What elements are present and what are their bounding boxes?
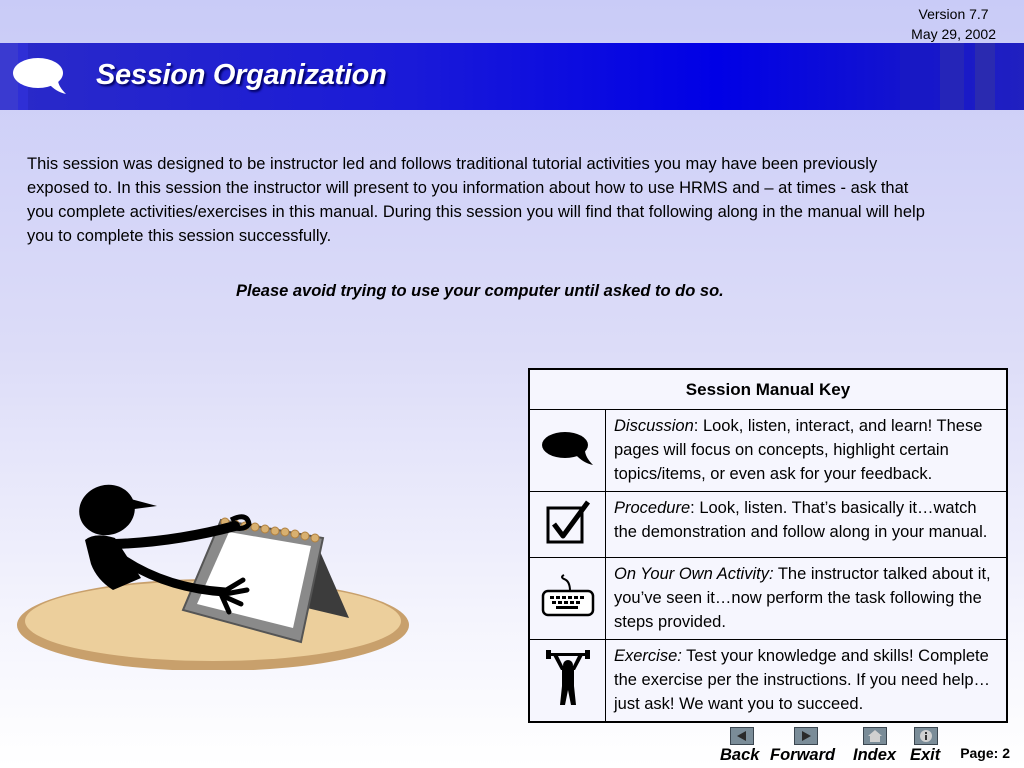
computer-warning: Please avoid trying to use your computer until asked to do so.: [236, 282, 724, 300]
index-link[interactable]: Index: [853, 746, 897, 764]
key-description: Look, listen. That’s basically it…watch the demonstration and follow along in your manual.: [614, 499, 988, 541]
page-number: Page: 2: [960, 745, 1010, 761]
speech-bubble-icon: [12, 56, 68, 96]
key-description: Look, listen, interact, and learn! These pages will focus on concepts, highlight certain topics/items, or even ask for your feedback.: [614, 417, 983, 483]
exit-link[interactable]: Exit: [910, 746, 941, 764]
info-icon[interactable]: [914, 727, 938, 745]
version-number: Version 7.7: [918, 6, 989, 22]
person-at-desk-illustration: [15, 480, 415, 670]
weightlifter-icon: [545, 650, 591, 706]
banner-stripe: [975, 43, 995, 110]
key-term: Exercise:: [614, 647, 682, 665]
key-term: On Your Own Activity:: [614, 565, 774, 583]
checkbox-icon: [544, 498, 592, 546]
forward-arrow-icon[interactable]: [794, 727, 818, 745]
key-title: Session Manual Key: [529, 369, 1007, 410]
version-date: May 29, 2002: [911, 26, 996, 42]
page-title: Session Organization: [96, 59, 387, 91]
key-row-exercise: [529, 640, 1007, 722]
session-manual-key: [528, 368, 1008, 723]
key-description: Test your knowledge and skills! Complete the exercise per the instructions. If you need help…just ask! We want you to succeed.: [614, 647, 991, 713]
key-sep: :: [693, 417, 699, 435]
intro-paragraph: This session was designed to be instructor led and follows traditional tutorial activities you may have been previously exposed to. In this session the instructor will present to you information about how to use HRMS and – at times - ask that you complete activities/exercises in this manual. During this session you will find that following along in the manual will help you to complete this session successfully.: [27, 155, 925, 245]
back-arrow-icon[interactable]: [730, 727, 754, 745]
banner-stripe: [900, 43, 930, 110]
key-term: Procedure: [614, 499, 691, 517]
banner-stripe: [940, 43, 964, 110]
speech-bubble-icon: [541, 429, 595, 467]
forward-link[interactable]: Forward: [770, 746, 836, 764]
key-sep: :: [690, 499, 695, 517]
key-row-discussion: [529, 410, 1007, 492]
version-info: [911, 4, 996, 44]
key-description: The instructor talked about it, you’ve seen it…now perform the task following the steps provided.: [614, 565, 991, 631]
home-icon[interactable]: [863, 727, 887, 745]
key-term: Discussion: [614, 417, 694, 435]
back-link[interactable]: Back: [720, 746, 760, 764]
key-row-activity: [529, 558, 1007, 640]
key-row-procedure: [529, 492, 1007, 558]
title-banner: [0, 43, 1024, 110]
keyboard-icon: [540, 573, 596, 619]
